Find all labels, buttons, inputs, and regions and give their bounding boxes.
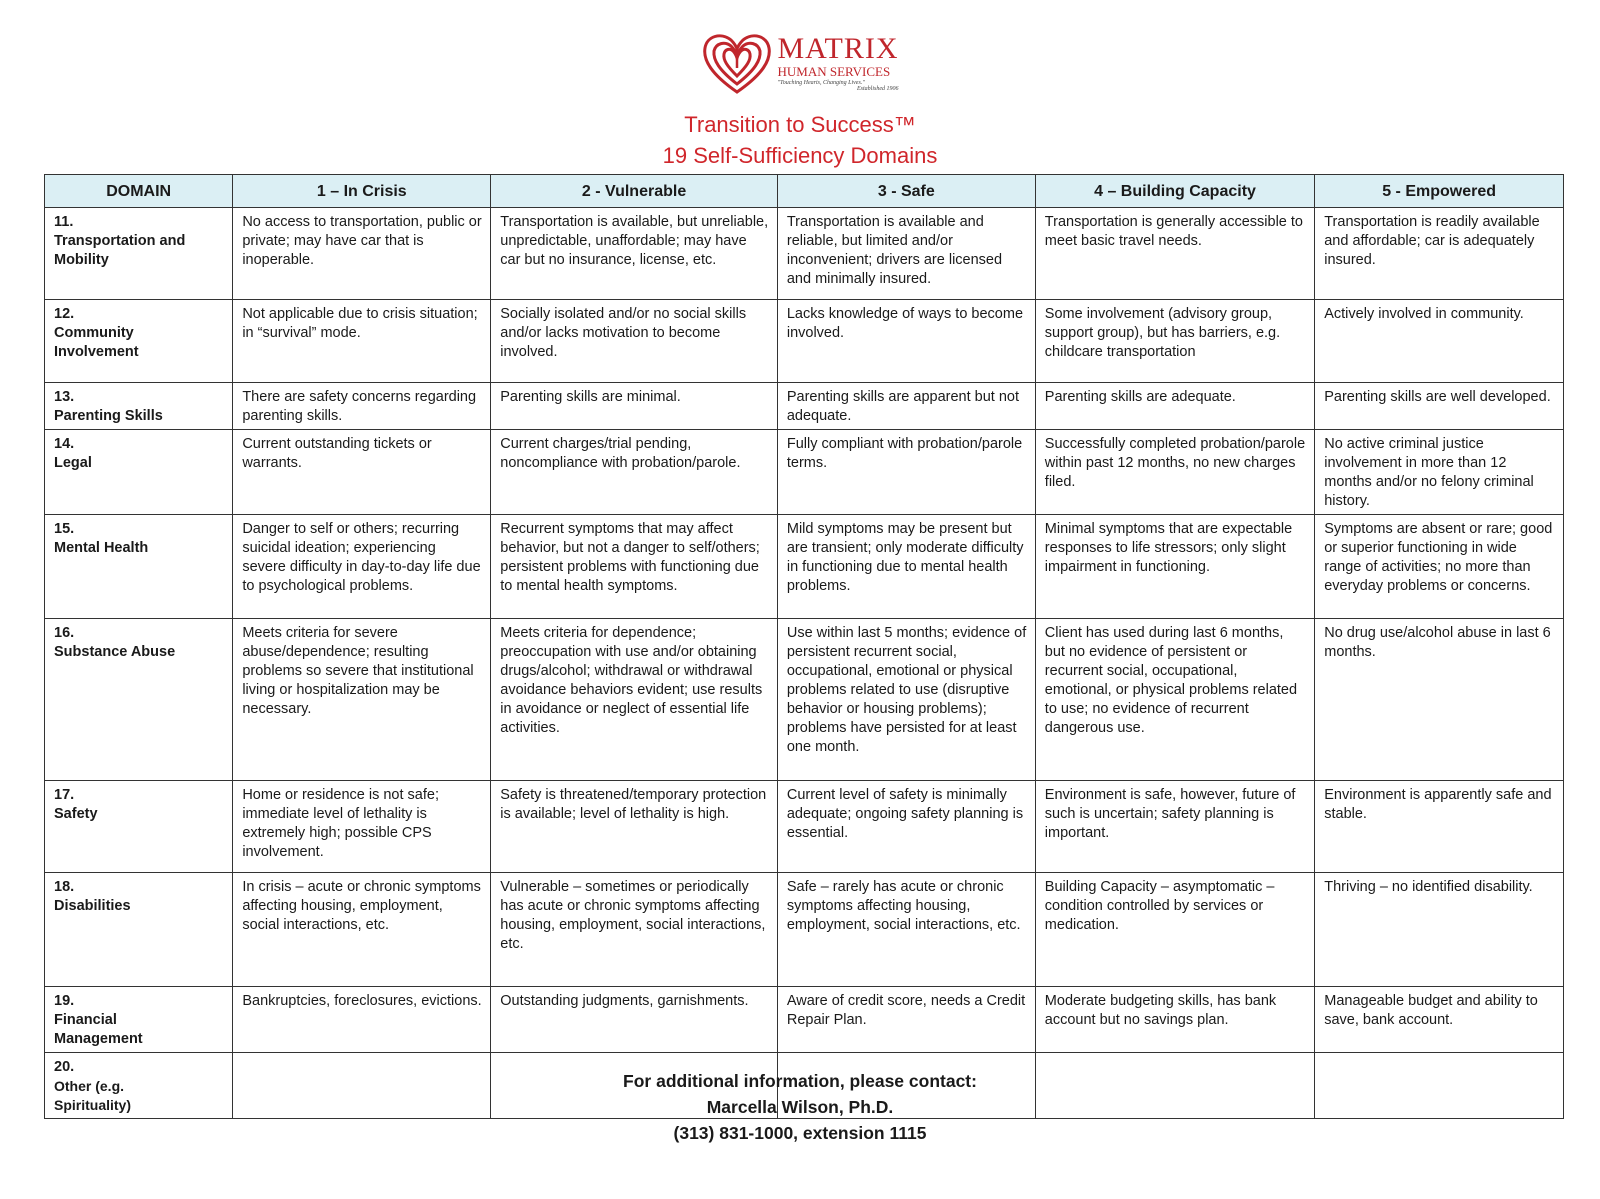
table-cell: Transportation is available and reliable, but limited and/or inconvenient; drivers are licensed and minimally insured. [777,208,1035,300]
heart-logo-icon [701,30,773,96]
logo-subtitle: HUMAN SERVICES [777,64,891,79]
table-cell: Vulnerable – sometimes or periodically has acute or chronic symptoms affecting housing, employment, social interactions, etc. [491,873,778,987]
header [0,30,1600,101]
domain-cell [45,781,233,873]
table-cell: Home or residence is not safe; immediate level of lethality is extremely high; possible CPS involvement. [233,781,491,873]
domain-cell [45,300,233,383]
table-header-row [45,175,1564,208]
domain-label: Parenting Skills [54,408,163,424]
domain-label: Mental Health [54,540,149,556]
table-row [45,430,1564,515]
domain-cell [45,383,233,430]
table-cell: Actively involved in community. [1315,300,1564,383]
contact-name: Marcella Wilson, Ph.D. [706,1097,894,1117]
table-row [45,300,1564,383]
table-cell: Thriving – no identified disability. [1315,873,1564,987]
table-row [45,619,1564,781]
logo-name: MATRIX [777,32,899,65]
domain-label: Other (e.g. Spirituality) [54,1078,132,1113]
column-header: 4 – Building Capacity [1035,175,1314,208]
contact-phone: (313) 831-1000, extension 1115 [673,1123,927,1143]
domain-label: Transportation and Mobility [54,233,186,268]
table-cell: Parenting skills are well developed. [1315,383,1564,430]
table-cell: Safety is threatened/temporary protection is available; level of lethality is high. [491,781,778,873]
table-cell: Recurrent symptoms that may affect behavior, but not a danger to self/others; persistent problems with functioning due to mental health symptoms. [491,515,778,619]
domain-label: Safety [54,806,98,822]
table-cell: Mild symptoms may be present but are transient; only moderate difficulty in functioning due to mental health problems. [777,515,1035,619]
table-cell: Transportation is available, but unreliable, unpredictable, unaffordable; may have car but no insurance, license, etc. [491,208,778,300]
table-cell: Transportation is generally accessible to meet basic travel needs. [1035,208,1314,300]
table-cell: Current charges/trial pending, noncompliance with probation/parole. [491,430,778,515]
table-row [45,873,1564,987]
table-cell: Meets criteria for severe abuse/dependence; resulting problems so severe that institutional living or hospitalization may be necessary. [233,619,491,781]
contact-footer [0,1068,1600,1146]
domain-label: Substance Abuse [54,644,176,660]
table-cell: Safe – rarely has acute or chronic symptoms affecting housing, employment, social interactions, etc. [777,873,1035,987]
table-cell: Not applicable due to crisis situation; in “survival” mode. [233,300,491,383]
logo-established: Established 1906 [857,86,899,92]
table-cell: Some involvement (advisory group, support group), but has barriers, e.g. childcare transportation [1035,300,1314,383]
domain-cell [45,430,233,515]
column-header: DOMAIN [45,175,233,208]
domain-number: 14. [54,436,75,452]
domain-number: 13. [54,389,75,405]
table-row [45,383,1564,430]
column-header: 3 - Safe [777,175,1035,208]
column-header: 1 – In Crisis [233,175,491,208]
table-cell: Socially isolated and/or no social skills and/or lacks motivation to become involved. [491,300,778,383]
domain-number: 17. [54,787,75,803]
table-cell: Environment is apparently safe and stable. [1315,781,1564,873]
domain-number: 19. [54,993,75,1009]
table-cell: Current level of safety is minimally adequate; ongoing safety planning is essential. [777,781,1035,873]
domain-number: 18. [54,879,75,895]
table-cell: No access to transportation, public or private; may have car that is inoperable. [233,208,491,300]
domain-number: 11. [54,214,74,230]
table-cell: Danger to self or others; recurring suicidal ideation; experiencing severe difficulty in day-to-day life due to psychological problems. [233,515,491,619]
matrix-logo [701,30,898,96]
table-cell: Successfully completed probation/parole within past 12 months, no new charges filed. [1035,430,1314,515]
page-subtitle: 19 Self-Sufficiency Domains [662,143,938,168]
table-cell: Transportation is readily available and affordable; car is adequately insured. [1315,208,1564,300]
domain-number: 20. [54,1059,75,1075]
domain-number: 12. [54,306,75,322]
table-cell: Use within last 5 months; evidence of persistent recurrent social, occupational, emotional or physical problems related to use (disruptive behavior or housing problems); problems have persisted for at least one month. [777,619,1035,781]
column-header: 2 - Vulnerable [491,175,778,208]
table-cell: Aware of credit score, needs a Credit Repair Plan. [777,987,1035,1053]
table-cell: Outstanding judgments, garnishments. [491,987,778,1053]
table-cell: Meets criteria for dependence; preoccupation with use and/or obtaining drugs/alcohol; withdrawal or withdrawal avoidance behaviors evident; use results in avoidance or neglect of essential life activities. [491,619,778,781]
table-cell: Current outstanding tickets or warrants. [233,430,491,515]
table-row [45,208,1564,300]
table-row [45,781,1564,873]
table-cell: Symptoms are absent or rare; good or superior functioning in wide range of activities; no more than everyday problems or concerns. [1315,515,1564,619]
table-cell: Manageable budget and ability to save, bank account. [1315,987,1564,1053]
table-cell: Moderate budgeting skills, has bank account but no savings plan. [1035,987,1314,1053]
contact-heading: For additional information, please contact: [623,1071,977,1091]
table-cell: In crisis – acute or chronic symptoms affecting housing, employment, social interactions, etc. [233,873,491,987]
page-title: Transition to Success™ [684,112,916,137]
table-cell: No active criminal justice involvement in more than 12 months and/or no felony criminal history. [1315,430,1564,515]
domain-label: Legal [54,455,92,471]
table-cell: Environment is safe, however, future of such is uncertain; safety planning is important. [1035,781,1314,873]
column-header: 5 - Empowered [1315,175,1564,208]
domain-number: 16. [54,625,75,641]
table-cell: There are safety concerns regarding parenting skills. [233,383,491,430]
domain-label: Financial Management [54,1012,143,1047]
domains-table [44,174,1564,1119]
table-cell: Building Capacity – asymptomatic – condition controlled by services or medication. [1035,873,1314,987]
table-cell: Fully compliant with probation/parole terms. [777,430,1035,515]
table-cell: Parenting skills are apparent but not adequate. [777,383,1035,430]
table-cell: Client has used during last 6 months, but no evidence of persistent or recurrent social, occupational, emotional, or physical problems related to use; no evidence of recurrent dangerous use. [1035,619,1314,781]
table-row [45,987,1564,1053]
domain-cell [45,619,233,781]
table-row [45,515,1564,619]
logo-tagline: "Touching Hearts, Changing Lives." [777,80,865,86]
table-cell: Bankruptcies, foreclosures, evictions. [233,987,491,1053]
table-cell: No drug use/alcohol abuse in last 6 months. [1315,619,1564,781]
domain-cell [45,873,233,987]
table-cell: Parenting skills are adequate. [1035,383,1314,430]
domain-label: Disabilities [54,898,131,914]
domain-cell [45,515,233,619]
domain-number: 15. [54,521,75,537]
table-cell: Minimal symptoms that are expectable responses to life stressors; only slight impairment in functioning. [1035,515,1314,619]
domain-cell [45,208,233,300]
table-cell: Parenting skills are minimal. [491,383,778,430]
domain-label: Community Involvement [54,325,139,360]
table-cell: Lacks knowledge of ways to become involved. [777,300,1035,383]
domain-cell [45,987,233,1053]
